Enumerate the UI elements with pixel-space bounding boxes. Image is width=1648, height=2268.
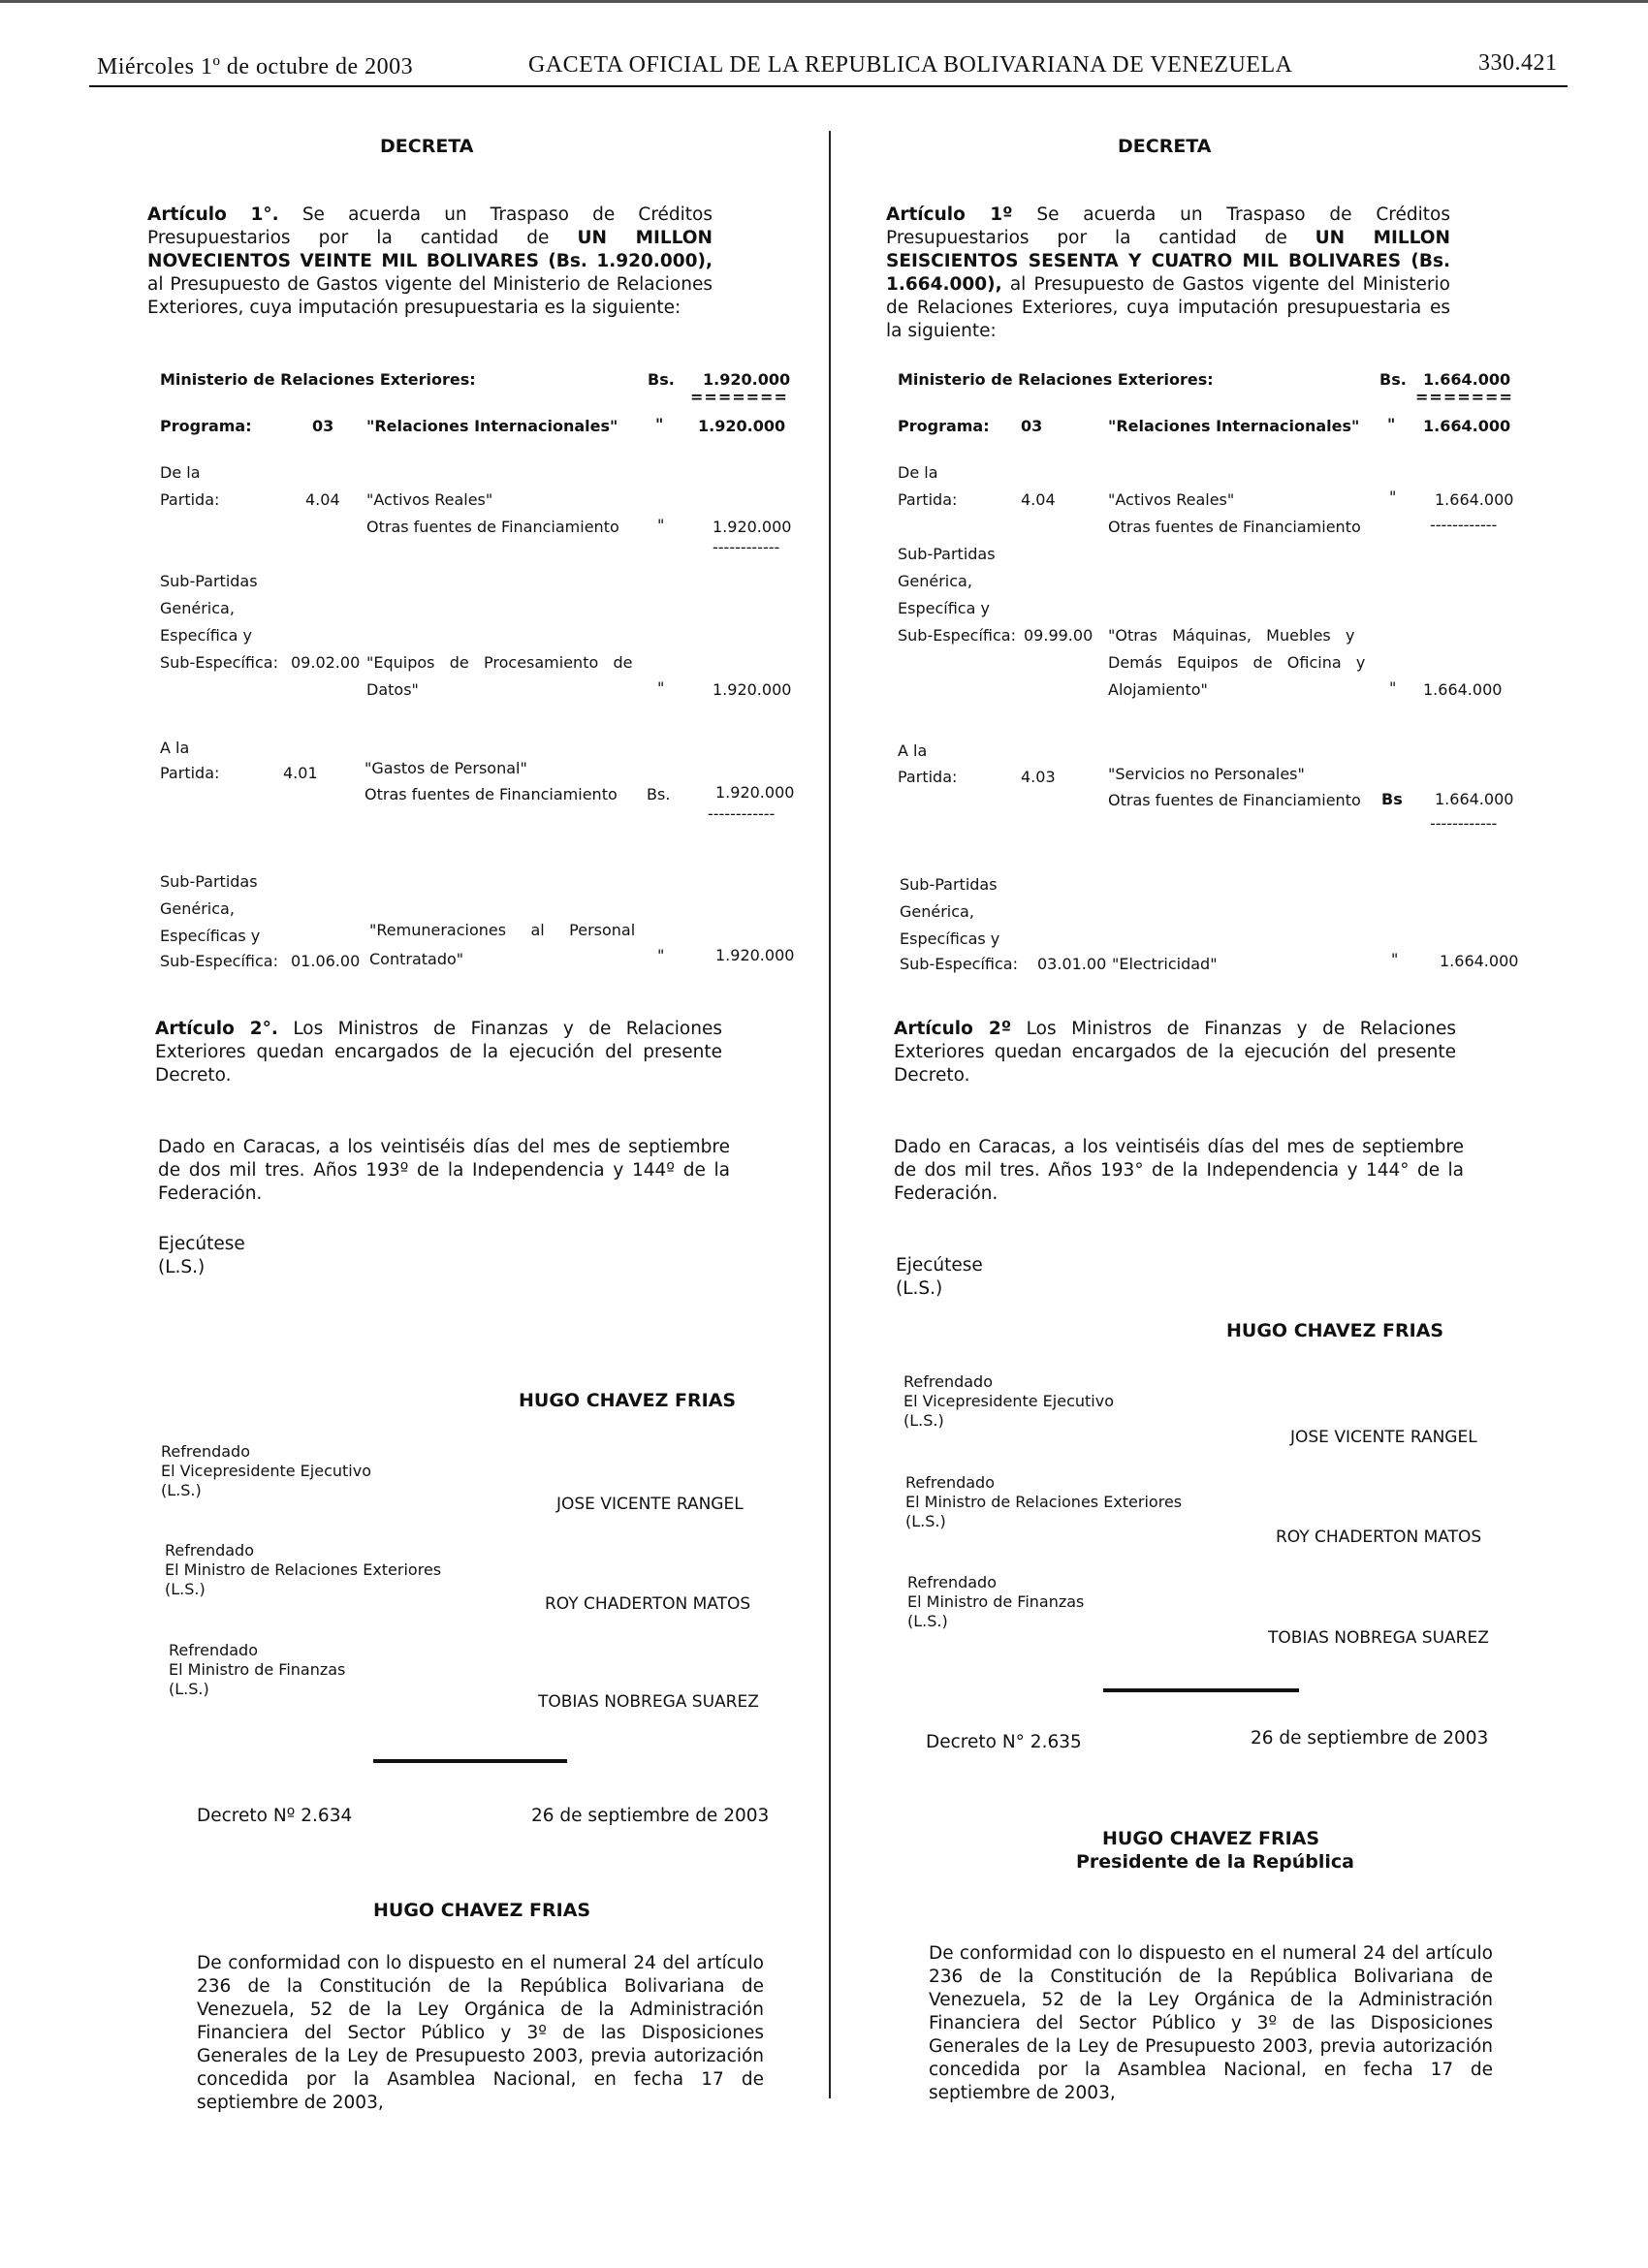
right-sub-to-code: 03.01.00 <box>1037 955 1107 973</box>
right-ref2-name: ROY CHADERTON MATOS <box>1276 1528 1482 1547</box>
right-partida-from-code: 4.04 <box>1021 490 1056 509</box>
left-art1-label: Artículo 1°. <box>147 205 279 225</box>
left-ref2-refrendado: Refrendado <box>165 1541 254 1559</box>
left-otras-fuentes-2: Otras fuentes de Financiamiento <box>364 785 618 803</box>
right-sub-to-name-1: "Electricidad" <box>1112 955 1218 973</box>
right-total: 1.664.000 <box>1423 370 1511 389</box>
left-quote-3: " <box>657 946 665 964</box>
left-decreta-title: DECRETA <box>380 136 474 157</box>
left-partida-from-name: "Activos Reales" <box>366 490 493 509</box>
left-article-2 <box>155 1018 722 1087</box>
left-bs-to: Bs. <box>647 785 671 803</box>
left-ref2-ls: (L.S.) <box>165 1580 206 1598</box>
left-decreto-date: 26 de septiembre de 2003 <box>531 1806 770 1826</box>
right-ref1-ls: (L.S.) <box>903 1411 944 1430</box>
left-article-1 <box>147 204 713 320</box>
right-sub-from-name-3: Alojamiento" <box>1108 680 1208 699</box>
right-especifica: Específica y <box>898 599 990 617</box>
header-page-number: 330.421 <box>1478 50 1558 76</box>
right-article-2 <box>894 1018 1456 1087</box>
right-a-la: A la <box>898 741 928 760</box>
right-generica-2: Genérica, <box>900 902 974 921</box>
left-ref1-ls: (L.S.) <box>161 1481 202 1499</box>
left-ref1-refrendado: Refrendado <box>161 1442 250 1461</box>
left-partida-from-code: 4.04 <box>305 490 340 509</box>
right-dash-rule-2: ------------ <box>1430 814 1498 833</box>
left-programa-quote: " <box>655 415 664 433</box>
right-partida-to-name: "Servicios no Personales" <box>1108 765 1305 783</box>
left-a-la: A la <box>160 739 190 757</box>
right-sub-from-code: 09.99.00 <box>1024 626 1093 645</box>
left-sub-partidas-2: Sub-Partidas <box>160 872 258 891</box>
left-sub-from-amount: 1.920.000 <box>713 680 792 699</box>
left-ejecutese: Ejecútese <box>158 1234 245 1254</box>
right-ministerio: Ministerio de Relaciones Exteriores: <box>898 370 1214 389</box>
left-ref3-refrendado: Refrendado <box>169 1641 258 1659</box>
left-president-heading: HUGO CHAVEZ FRIAS <box>373 1900 591 1921</box>
right-ref3-refrendado: Refrendado <box>907 1573 997 1591</box>
left-especificas-2: Específicas y <box>160 927 261 945</box>
right-president-title: Presidente de la República <box>1076 1851 1355 1873</box>
left-especifica: Específica y <box>160 626 252 645</box>
left-decreto-number: Decreto Nº 2.634 <box>197 1806 353 1826</box>
left-sub-to-amount: 1.920.000 <box>715 946 795 964</box>
left-partida-to-name: "Gastos de Personal" <box>364 759 527 777</box>
left-ref3-role: El Ministro de Finanzas <box>169 1660 346 1679</box>
left-dash-rule-2: ------------ <box>708 804 776 823</box>
left-ministerio: Ministerio de Relaciones Exteriores: <box>160 370 476 389</box>
right-sub-from-name-1: "Otras Máquinas, Muebles y <box>1108 626 1355 645</box>
right-programa-code: 03 <box>1021 417 1043 435</box>
right-decreto-number: Decreto N° 2.635 <box>926 1732 1082 1752</box>
left-ref1-name: JOSE VICENTE RANGEL <box>556 1495 744 1514</box>
right-ejecutese: Ejecútese <box>896 1255 983 1276</box>
right-programa-amount: 1.664.000 <box>1423 417 1511 435</box>
right-separator-rule <box>1103 1688 1299 1692</box>
right-ref1-name: JOSE VICENTE RANGEL <box>1290 1428 1477 1447</box>
right-ref3 <box>907 1573 1084 1631</box>
right-ref2-refrendado: Refrendado <box>905 1473 995 1492</box>
right-decreto-date: 26 de septiembre de 2003 <box>1251 1728 1489 1748</box>
left-partida-to-amount: 1.920.000 <box>715 783 795 802</box>
left-generica-2: Genérica, <box>160 899 235 918</box>
left-art2-label: Artículo 2°. <box>155 1019 278 1039</box>
header-rule <box>89 85 1568 87</box>
right-dash-rule-1: ------------ <box>1430 516 1498 534</box>
left-art1-amount: UN MILLON NOVECIENTOS VEINTE MIL BOLIVARES (Bs. 1.920.000), <box>147 228 713 271</box>
right-sub-especifica: Sub-Específica: <box>898 626 1016 645</box>
left-sub-from-name-1: "Equipos de Procesamiento de <box>366 653 633 672</box>
left-ref2 <box>165 1541 441 1599</box>
right-double-rule: ======= <box>1415 388 1513 406</box>
left-sub-to-code: 01.06.00 <box>291 952 361 970</box>
column-divider <box>829 131 831 2098</box>
right-art1-amount: UN MILLON SEISCIENTOS SESENTA Y CUATRO MIL BOLIVARES (Bs. 1.664.000), <box>886 228 1450 295</box>
right-especificas-2: Específicas y <box>900 929 1000 948</box>
left-ref2-name: ROY CHADERTON MATOS <box>545 1594 751 1614</box>
right-art1-label: Artículo 1º <box>886 205 1013 225</box>
right-generica: Genérica, <box>898 572 972 590</box>
left-ref3-name: TOBIAS NOBREGA SUAREZ <box>538 1692 759 1712</box>
right-ref3-role: El Ministro de Finanzas <box>907 1592 1085 1611</box>
right-dado: Dado en Caracas, a los veintiséis días del mes de septiembre de dos mil tres. Años 193° de la Independencia y 144° de la Federación. <box>894 1137 1464 1204</box>
right-art2-label: Artículo 2º <box>894 1019 1012 1039</box>
right-otras-fuentes-1: Otras fuentes de Financiamiento <box>1108 518 1361 536</box>
right-otras-fuentes-2: Otras fuentes de Financiamiento <box>1108 791 1361 809</box>
right-art1-text1: Se acuerda un Traspaso de Créditos Presupuestarios por la cantidad de <box>886 205 1450 248</box>
left-dado: Dado en Caracas, a los veintiséis días del mes de septiembre de dos mil tres. Años 193º de la Independencia y 144º de la Federación. <box>158 1137 730 1204</box>
right-bs: Bs. <box>1379 370 1407 389</box>
left-programa-label: Programa: <box>160 417 252 435</box>
left-ref2-role: El Ministro de Relaciones Exteriores <box>165 1560 442 1579</box>
left-sub-especifica-2: Sub-Específica: <box>160 952 278 970</box>
header-publication: GACETA OFICIAL DE LA REPUBLICA BOLIVARIANA DE VENEZUELA <box>528 52 1293 78</box>
right-programa-name: "Relaciones Internacionales" <box>1108 417 1360 435</box>
right-de-la: De la <box>898 463 938 482</box>
left-ref3-ls: (L.S.) <box>169 1680 209 1698</box>
right-sub-to-amount: 1.664.000 <box>1440 952 1519 970</box>
right-programa-quote: " <box>1387 415 1396 433</box>
left-sub-to-name-1: "Remuneraciones al Personal <box>369 921 636 939</box>
left-partida-label: Partida: <box>160 490 220 509</box>
left-ref1 <box>161 1442 371 1500</box>
left-ejecutese-ls: (L.S.) <box>158 1257 206 1277</box>
right-partida-label-2: Partida: <box>898 768 958 786</box>
right-president-signature: HUGO CHAVEZ FRIAS <box>1226 1320 1444 1341</box>
left-separator-rule <box>373 1759 567 1763</box>
right-partida-from-name: "Activos Reales" <box>1108 490 1235 509</box>
right-ref2 <box>905 1473 1182 1531</box>
left-programa-code: 03 <box>312 417 334 435</box>
right-bs-to: Bs <box>1381 790 1403 808</box>
left-ref3 <box>169 1641 345 1699</box>
left-generica: Genérica, <box>160 599 235 617</box>
right-president-heading: HUGO CHAVEZ FRIAS <box>1102 1828 1320 1849</box>
right-ref1 <box>903 1372 1114 1431</box>
right-ref2-ls: (L.S.) <box>905 1512 946 1530</box>
left-sub-especifica: Sub-Específica: <box>160 653 278 672</box>
left-de-la: De la <box>160 463 201 482</box>
right-quote-3: " <box>1391 950 1399 968</box>
left-conformidad: De conformidad con lo dispuesto en el numeral 24 del artículo 236 de la Constitución de la República Bolivariana de Venezuela, 52 de la Ley Orgánica de la Administración Financiera del Sector Público y 3º de las Disposiciones Generales de la Ley de Presupuesto 2003, previa autorización concedida por la Asamblea Nacional, en fecha 17 de septiembre de 2003, <box>197 1953 764 2113</box>
left-dash-rule-1: ------------ <box>713 538 780 556</box>
right-conformidad: De conformidad con lo dispuesto en el numeral 24 del artículo 236 de la Constitución de la República Bolivariana de Venezuela, 52 de la Ley Orgánica de la Administración Financiera del Sector Público y 3º de las Disposiciones Generales de la Ley de Presupuesto 2003, previa autorización concedida por la Asamblea Nacional, en fecha 17 de septiembre de 2003, <box>929 1943 1493 2103</box>
right-article-1 <box>886 204 1450 343</box>
right-programa-label: Programa: <box>898 417 990 435</box>
left-partida-label-2: Partida: <box>160 764 220 782</box>
right-ref3-ls: (L.S.) <box>907 1612 948 1630</box>
right-sub-partidas: Sub-Partidas <box>898 545 996 563</box>
left-quote-2: " <box>657 678 665 697</box>
left-sub-partidas: Sub-Partidas <box>160 572 258 590</box>
right-partida-label: Partida: <box>898 490 958 509</box>
left-sub-to-name-2: Contratado" <box>369 950 464 968</box>
left-art1-text2: al Presupuesto de Gastos vigente del Ministerio de Relaciones Exteriores, cuya imputación presupuestaria es la siguiente: <box>147 274 713 318</box>
right-ref1-refrendado: Refrendado <box>903 1372 993 1391</box>
left-art2-text: Los Ministros de Finanzas y de Relaciones Exteriores quedan encargados de la ejecución del presente Decreto. <box>155 1019 722 1086</box>
right-art2-text: Los Ministros de Finanzas y de Relaciones Exteriores quedan encargados de la ejecución del presente Decreto. <box>894 1019 1457 1086</box>
right-sub-from-name-2: Demás Equipos de Oficina y <box>1108 653 1366 672</box>
right-art1-text2: al Presupuesto de Gastos vigente del Ministerio de Relaciones Exteriores, cuya imputación presupuestaria es la siguiente: <box>886 274 1450 341</box>
right-ref3-name: TOBIAS NOBREGA SUAREZ <box>1268 1628 1489 1648</box>
left-president-signature: HUGO CHAVEZ FRIAS <box>519 1390 737 1411</box>
right-ejecutese-ls: (L.S.) <box>896 1278 943 1299</box>
left-art1-text1: Se acuerda un Traspaso de Créditos Presupuestarios por la cantidad de <box>147 205 713 248</box>
left-sub-from-code: 09.02.00 <box>291 653 361 672</box>
right-quote-1: " <box>1389 488 1397 506</box>
left-programa-amount: 1.920.000 <box>698 417 786 435</box>
right-sub-from-amount: 1.664.000 <box>1423 680 1503 699</box>
left-partida-from-amount: 1.920.000 <box>713 518 792 536</box>
right-sub-partidas-2: Sub-Partidas <box>900 875 998 894</box>
left-ref1-role: El Vicepresidente Ejecutivo <box>161 1462 371 1480</box>
left-total: 1.920.000 <box>703 370 791 389</box>
right-partida-from-amount: 1.664.000 <box>1435 490 1514 509</box>
right-decreta-title: DECRETA <box>1118 136 1212 157</box>
right-ref1-role: El Vicepresidente Ejecutivo <box>903 1392 1114 1410</box>
left-partida-to-code: 4.01 <box>283 764 318 782</box>
left-otras-fuentes-1: Otras fuentes de Financiamiento <box>366 518 619 536</box>
top-scan-rule <box>0 0 1648 3</box>
right-sub-especifica-2: Sub-Específica: <box>900 955 1018 973</box>
right-ref2-role: El Ministro de Relaciones Exteriores <box>905 1493 1183 1511</box>
left-sub-from-name-2: Datos" <box>366 680 419 699</box>
left-bs: Bs. <box>648 370 675 389</box>
header-date: Miércoles 1º de octubre de 2003 <box>97 54 414 79</box>
right-quote-2: " <box>1389 678 1397 697</box>
left-double-rule: ======= <box>690 388 788 406</box>
right-partida-to-amount: 1.664.000 <box>1435 790 1514 808</box>
right-partida-to-code: 4.03 <box>1021 768 1056 786</box>
left-programa-name: "Relaciones Internacionales" <box>366 417 618 435</box>
left-quote-1: " <box>657 516 665 534</box>
